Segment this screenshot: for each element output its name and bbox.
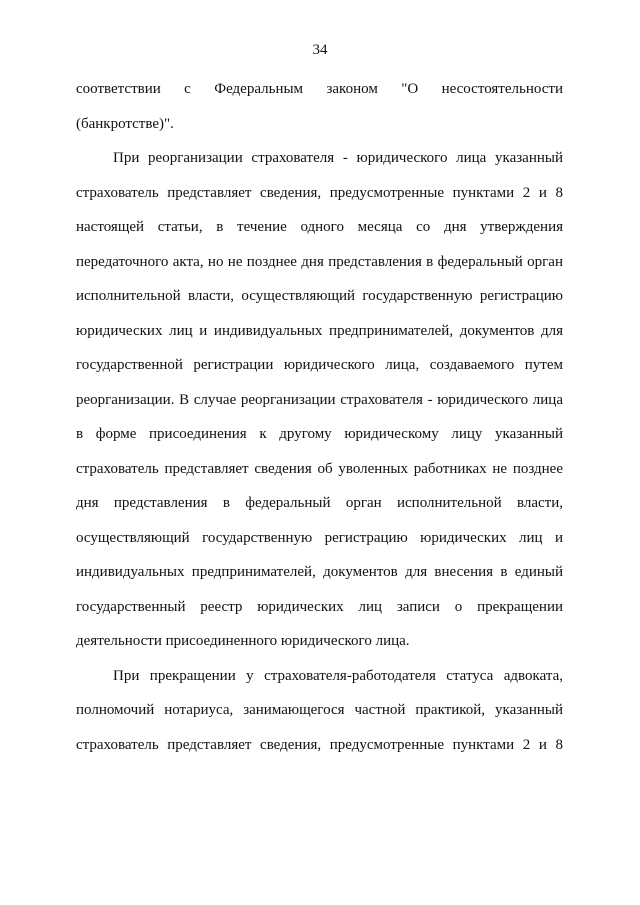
text-line: соответствии с Федеральным законом "О несостоятельности [76,81,563,97]
text-line: передаточного акта, но не позднее дня представления в федеральный орган [76,253,563,270]
text-line: государственной регистрации юридического лица, создаваемого путем [76,357,563,373]
text-line: страхователь представляет сведения об уволенных работниках не позднее [76,460,563,477]
text-line: При реорганизации страхователя - юридического лица указанный [113,150,563,166]
text-line: дня представления в федеральный орган исполнительной власти, [76,495,563,511]
text-line: настоящей статьи, в течение одного месяца со дня утверждения [76,219,563,235]
text-line: реорганизации. В случае реорганизации страхователя - юридического лица [76,391,563,408]
text-line: государственный реестр юридических лиц записи о прекращении [76,598,563,615]
paragraph-3 [76,659,563,763]
text-line: юридических лиц и индивидуальных предпринимателей, документов для [76,322,563,339]
text-line: страхователь представляет сведения, предусмотренные пунктами 2 и 8 [76,736,563,753]
text-line: в форме присоединения к другому юридическому лицу указанный [76,426,563,442]
paragraph-1 [76,72,563,141]
paragraph-2 [76,141,563,659]
text-line: При прекращении у страхователя-работодателя статуса адвоката, [113,667,563,684]
text-line: страхователь представляет сведения, предусмотренные пунктами 2 и 8 [76,184,563,201]
text-line: индивидуальных предпринимателей, документов для внесения в единый [76,564,563,580]
text-line: (банкротстве)". [76,115,174,132]
text-line: исполнительной власти, осуществляющий государственную регистрацию [76,288,563,304]
text-line: деятельности присоединенного юридического лица. [76,633,410,649]
document-body [76,72,563,762]
text-line: полномочий нотариуса, занимающегося частной практикой, указанный [76,702,563,718]
text-line: осуществляющий государственную регистрацию юридических лиц и [76,529,563,546]
page-number: 34 [312,42,328,58]
